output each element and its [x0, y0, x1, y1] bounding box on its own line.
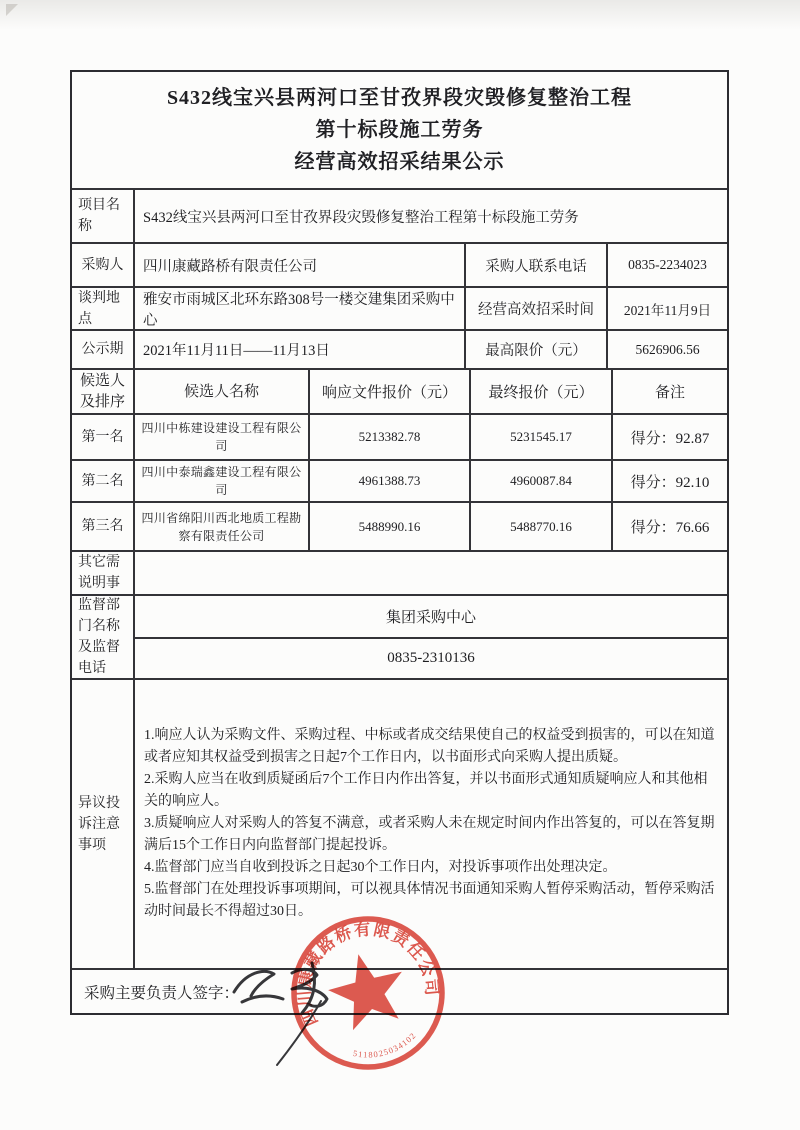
candidate-3-rank: 第三名 — [81, 519, 124, 534]
supervision-label: 监督部门名称及监督电话 — [78, 598, 120, 676]
candidate-3-remark: 得分：76.66 — [611, 503, 727, 550]
supervision-row — [72, 594, 727, 678]
doc-price-header: 响应文件报价（元） — [308, 370, 469, 413]
purchaser-value: 四川康藏路桥有限责任公司 — [133, 244, 464, 286]
seal-company-text: 四川康藏路桥有限责任公司 — [294, 919, 442, 1029]
purchaser-label: 采购人 — [81, 257, 124, 273]
candidate-1-remark: 得分：92.87 — [611, 415, 727, 459]
candidate-3-doc-price: 5488990.16 — [308, 503, 469, 550]
candidate-2-final-price: 4960087.84 — [469, 461, 611, 501]
supervision-phone: 0835-2310136 — [135, 637, 727, 678]
negotiation-location-row — [72, 286, 727, 329]
candidate-row-1 — [72, 413, 727, 459]
project-name-row — [72, 188, 727, 242]
svg-text:5118025034102 — [349, 1029, 421, 1065]
purchaser-row — [72, 242, 727, 286]
other-notes-row — [72, 550, 727, 594]
purchaser-phone-label: 采购人联系电话 — [464, 244, 606, 286]
procurement-time-label: 经营高效招采时间 — [464, 288, 606, 329]
candidate-1-name: 四川中栋建设建设工程有限公司 — [133, 415, 308, 459]
objection-label: 异议投诉注意事项 — [78, 795, 120, 853]
objection-item-1: 1.响应人认为采购文件、采购过程、中标或者成交结果使自己的权益受到损害的，可以在知道或者应知其权益受到损害之日起7个工作日内，以书面形式向采购人提出质疑。 — [144, 728, 715, 765]
candidate-1-final-price: 5231545.17 — [469, 415, 611, 459]
publicity-period-row — [72, 329, 727, 368]
other-notes-label: 其它需说明事 — [78, 555, 120, 591]
candidates-rank-header: 候选人及排序 — [79, 372, 125, 410]
candidate-2-name: 四川中泰瑞鑫建设工程有限公司 — [133, 461, 308, 501]
page-corner-fold — [6, 4, 18, 16]
candidate-1-doc-price: 5213382.78 — [308, 415, 469, 459]
objection-item-3: 3.质疑响应人对采购人的答复不满意，或者采购人未在规定时间内作出答复的，可以在答复期满后15个工作日内向监督部门提起投诉。 — [144, 816, 715, 853]
candidate-2-doc-price: 4961388.73 — [308, 461, 469, 501]
candidate-2-rank: 第二名 — [81, 473, 124, 489]
candidate-1-rank: 第一名 — [81, 429, 124, 445]
supervision-department: 集团采购中心 — [385, 610, 476, 626]
project-name-label: 项目名称 — [78, 198, 120, 234]
negotiation-location-value: 雅安市雨城区北环东路308号一楼交建集团采购中心 — [133, 288, 464, 329]
candidate-name-header: 候选人名称 — [133, 370, 308, 413]
project-name-value: S432线宝兴县两河口至甘孜界段灾毁修复整治工程第十标段施工劳务 — [133, 190, 727, 242]
candidate-3-final-price: 5488770.16 — [469, 503, 611, 550]
objection-item-5: 5.监督部门在处理投诉事项期间，可以视具体情况书面通知采购人暂停采购活动，暂停采购活动时间最长不得超过30日。 — [144, 882, 715, 919]
remark-header: 备注 — [611, 370, 727, 413]
candidate-row-2 — [72, 459, 727, 501]
company-seal — [283, 908, 453, 1078]
candidate-row-3 — [72, 501, 727, 550]
title-line-3: 经营高效招采结果公示 — [294, 151, 505, 173]
candidates-header-row — [72, 368, 727, 413]
seal-number-text: 5118025034102 — [352, 1030, 419, 1060]
procurement-time-value: 2021年11月9日 — [606, 288, 727, 329]
candidate-2-remark: 得分：92.10 — [611, 461, 727, 501]
announcement-table — [70, 70, 729, 1015]
objection-item-2: 2.采购人应当在收到质疑函后7个工作日内作出答复，并以书面形式通知质疑响应人和其他相关的响应人。 — [144, 772, 708, 809]
max-price-label: 最高限价（元） — [464, 331, 606, 368]
other-notes-value — [133, 552, 727, 594]
scan-shadow — [0, 0, 800, 30]
document-title — [72, 72, 727, 188]
negotiation-location-label: 谈判地点 — [78, 290, 120, 327]
max-price-value: 5626906.56 — [606, 331, 727, 368]
final-price-header: 最终报价（元） — [469, 370, 611, 413]
purchaser-phone-value: 0835-2234023 — [606, 244, 727, 286]
publicity-period-label: 公示期 — [81, 342, 124, 357]
objection-item-4: 4.监督部门应当自收到投诉之日起30个工作日内，对投诉事项作出处理决定。 — [144, 860, 617, 875]
publicity-period-value: 2021年11月11日——11月13日 — [133, 331, 464, 368]
title-line-1: S432线宝兴县两河口至甘孜界段灾毁修复整治工程 — [166, 87, 633, 109]
seal-star — [321, 945, 412, 1034]
signature-label: 采购主要负责人签字： — [84, 984, 240, 1002]
candidate-3-name: 四川省绵阳川西北地质工程勘察有限责任公司 — [133, 503, 308, 550]
title-line-2: 第十标段施工劳务 — [315, 119, 484, 141]
